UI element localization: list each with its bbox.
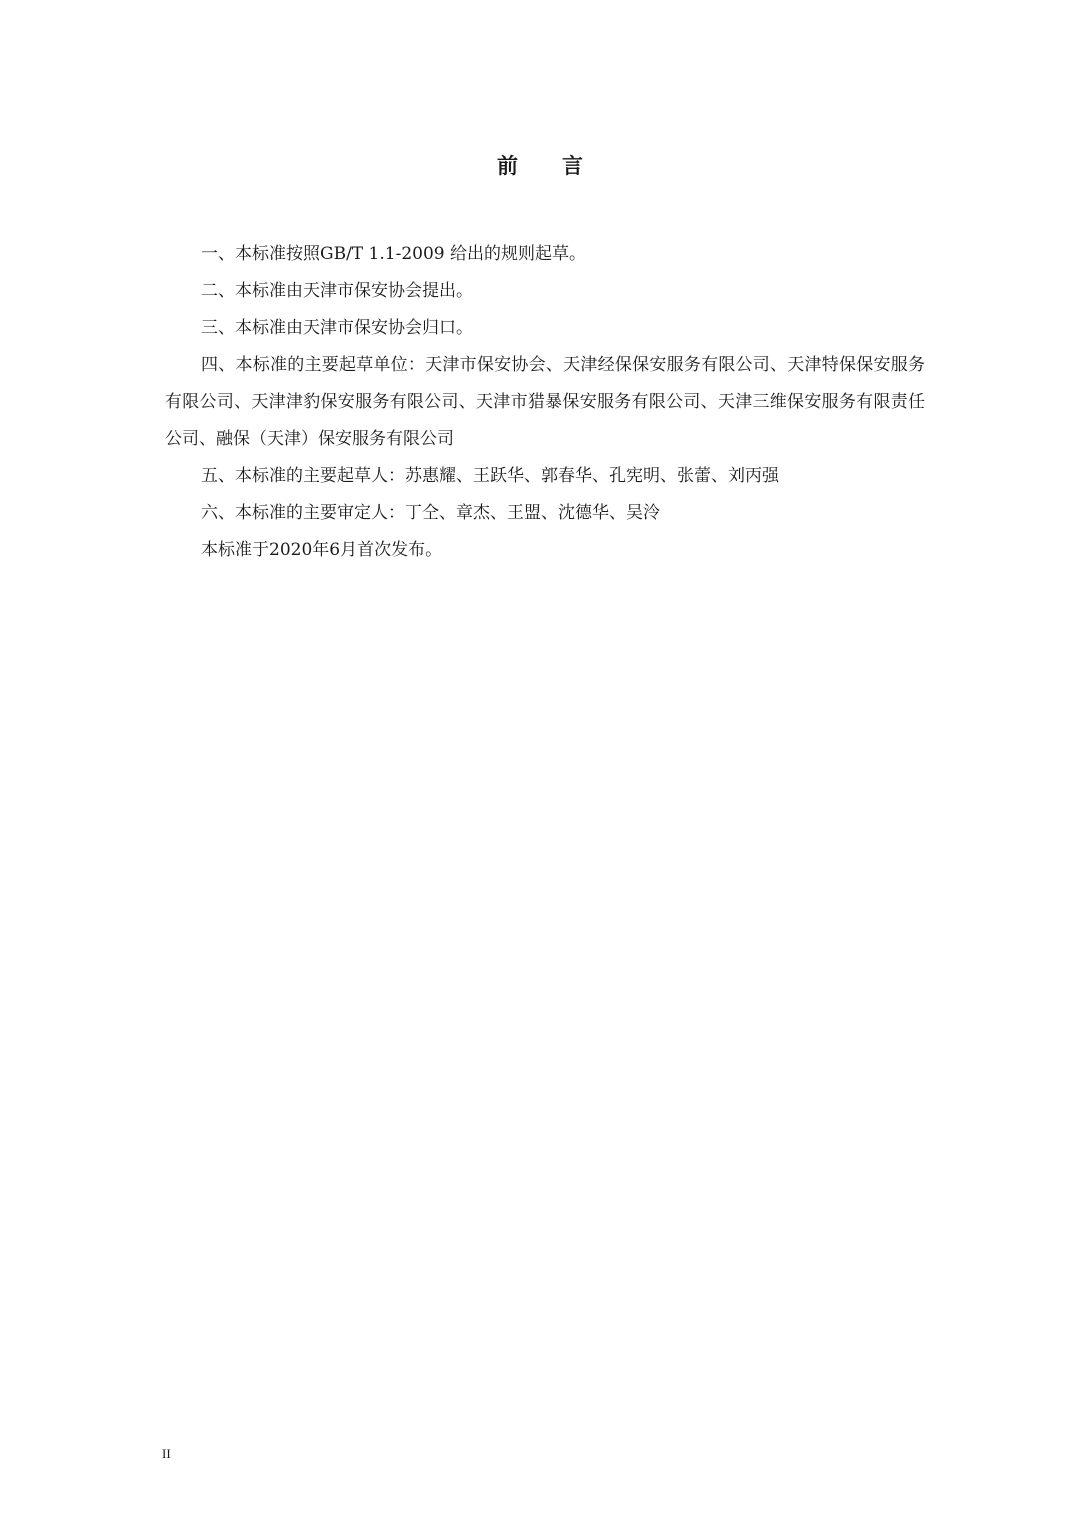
foreword-item-1: 一、本标准按照GB/T 1.1-2009 给出的规则起草。 bbox=[201, 244, 586, 264]
page-number: II bbox=[162, 1446, 171, 1461]
foreword-item-5-drafters: 五、本标准的主要起草人：苏惠耀、王跃华、郭春华、孔宪明、张蕾、刘丙强 bbox=[201, 466, 779, 486]
foreword-item-6-reviewers: 六、本标准的主要审定人：丁仝、章杰、王盟、沈德华、吴泠 bbox=[201, 503, 660, 523]
foreword-item-4-drafting-units: 四、本标准的主要起草单位：天津市保安协会、天津经保保安服务有限公司、天津特保保安服务有限公司、天津津豹保安服务有限公司、天津市猎暴保安服务有限公司、天津三维保安服务有限责任公司、融保（天津）保安服务有限公司 bbox=[165, 355, 925, 449]
foreword-body bbox=[165, 236, 925, 569]
page-title bbox=[0, 150, 1080, 180]
foreword-item-2: 二、本标准由天津市保安协会提出。 bbox=[201, 281, 473, 301]
foreword-item-3: 三、本标准由天津市保安协会归口。 bbox=[201, 318, 473, 338]
title-char-1: 前 bbox=[497, 153, 518, 178]
foreword-release-note: 本标准于2020年6月首次发布。 bbox=[201, 540, 443, 560]
title-char-2: 言 bbox=[562, 153, 583, 178]
